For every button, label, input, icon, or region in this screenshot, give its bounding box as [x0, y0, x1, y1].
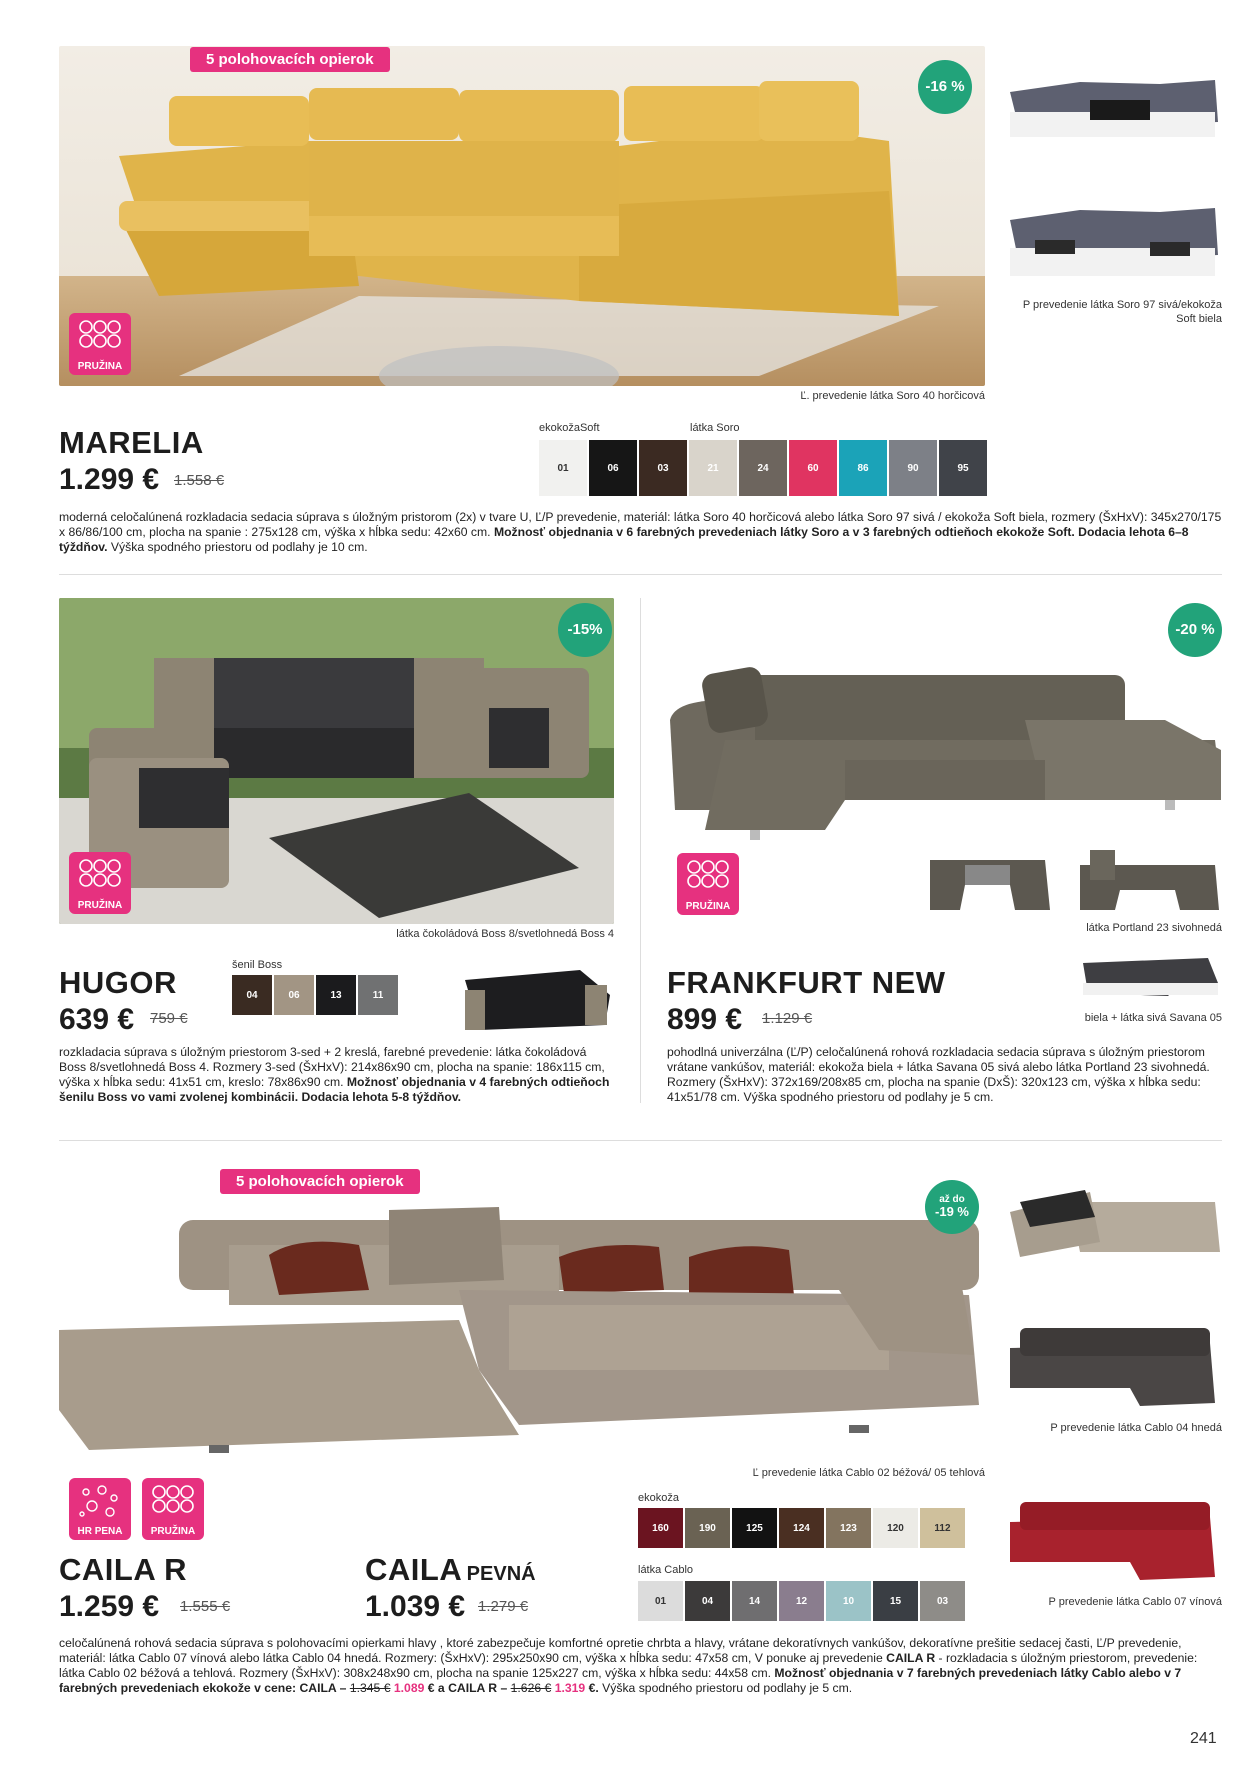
color-swatch-95: 95: [939, 440, 987, 496]
frankfurt-pruzina-label: PRUŽINA: [685, 901, 731, 912]
frankfurt-caption-1: látka Portland 23 sivohnedá: [1086, 922, 1222, 934]
marelia-pruzina-icon: [69, 313, 131, 375]
hugor-description: [59, 1045, 614, 1105]
caila-desc-text: celočalúnená rohová sedacia súprava s polohovacími opierkami hlavy , ktoré zabezpečuje komfortné opretie chrbta a hlavy, vrátane dekoratívnych vankúšov, dekoratívne prešitie sedacej časti, Ľ/P prevedenie, materiál: látka Cablo 07 vínová alebo látka Cablo 04 hnedá. Rozmery: (ŠxHxV): 295x250x90 cm, výška x hĺbka sedu: 47x58 cm, V ponuke aj prevedenie: [59, 1636, 1182, 1665]
marelia-pruzina-label: PRUŽINA: [77, 361, 123, 372]
frankfurt-caption-2: biela + látka sivá Savana 05: [1084, 1012, 1222, 1024]
marelia-name: MARELIA: [59, 425, 204, 460]
caila-main-photo: [59, 1185, 989, 1470]
color-swatch-125: 125: [732, 1508, 777, 1548]
marelia-caption-right: P prevedenie látka Soro 97 sivá/ekokoža Soft biela: [1022, 299, 1222, 325]
color-swatch-04: 04: [232, 975, 272, 1015]
caila-pruzina-icon: [142, 1478, 204, 1540]
color-swatch-01: 01: [638, 1581, 683, 1621]
caila-caption-right-2: P prevedenie látka Cablo 07 vínová: [1048, 1596, 1222, 1608]
hugor-discount-badge: -15%: [558, 603, 612, 657]
color-swatch-12: 12: [779, 1581, 824, 1621]
frankfurt-description: pohodlná univerzálna (Ľ/P) celočalúnená rohová rozkladacia sedacia súprava s úložným priestorom vrátane vankúšov, materiál: ekokoža biela + látka Savana 05 sivá alebo látka Portland 23 sivohnedá. Rozmery (ŠxHxV): 372x169/208x85 cm, plocha na spanie (DxŠ): 320x123 cm, výška x hĺbka sedu: 41x51/78 cm. Výška spodného priestoru od podlahy je 5 cm.: [667, 1045, 1210, 1104]
color-swatch-90: 90: [889, 440, 937, 496]
color-swatch-13: 13: [316, 975, 356, 1015]
caila-eko-swatch-row: [638, 1508, 965, 1548]
caila-pruzina-label: PRUŽINA: [150, 1526, 196, 1537]
hugor-swatch-label: šenil Boss: [232, 959, 283, 971]
caila-swatch-label-eko: ekokoža: [638, 1492, 679, 1504]
marelia-feature-badge: 5 polohovacích opierok: [190, 47, 390, 72]
color-swatch-11: 11: [358, 975, 398, 1015]
caila-discount-badge: [925, 1180, 979, 1234]
caila-pevna-name: [365, 1552, 536, 1588]
frankfurt-price: 899 €: [667, 1003, 743, 1036]
caila-desc-strike-2: 1.626 €: [510, 1681, 552, 1695]
caila-pevna-name-main: CAILA: [365, 1552, 463, 1587]
frankfurt-discount-badge: -20 %: [1168, 603, 1222, 657]
hugor-swatch-row: [232, 975, 398, 1015]
marelia-price: 1.299 €: [59, 463, 160, 496]
caila-caption-right-1: P prevedenie látka Cablo 04 hnedá: [1050, 1422, 1222, 1434]
color-swatch-03: 03: [920, 1581, 965, 1621]
caila-thumb-2: [1000, 1318, 1222, 1413]
hugor-sofabed-photo: [460, 950, 615, 1040]
marelia-main-photo: [59, 46, 985, 386]
caila-r-name: CAILA R: [59, 1552, 188, 1587]
color-swatch-06: 06: [589, 440, 637, 496]
hugor-desc-bold: Možnosť objednania v 4 farebných odtieňoch šenilu Boss vo vami zvolenej kombinácii. Dodacia lehota 5-8 týždňov.: [59, 1075, 610, 1104]
hugor-old-price: 759 €: [150, 1010, 188, 1027]
marelia-swatch-row: [539, 440, 987, 496]
divider-2: [59, 1140, 1222, 1141]
hugor-price: 639 €: [59, 1003, 135, 1036]
marelia-old-price: 1.558 €: [174, 472, 225, 489]
color-swatch-123: 123: [826, 1508, 871, 1548]
caila-caption-left: Ľ prevedenie látka Cablo 02 béžová/ 05 tehlová: [752, 1467, 985, 1479]
caila-desc-bold-2: € a CAILA R –: [427, 1681, 508, 1695]
frankfurt-main-photo: [665, 660, 1222, 860]
frankfurt-old-price: 1.129 €: [762, 1010, 813, 1027]
divider-vertical: [640, 598, 641, 1103]
divider-1: [59, 574, 1222, 575]
caila-swatch-label-cablo: látka Cablo: [638, 1564, 694, 1576]
color-swatch-15: 15: [873, 1581, 918, 1621]
hugor-caption: látka čokoládová Boss 8/svetlohnedá Boss 4: [396, 928, 614, 940]
color-swatch-86: 86: [839, 440, 887, 496]
color-swatch-04: 04: [685, 1581, 730, 1621]
hugor-desc-text: rozkladacia súprava s úložným priestorom 3-sed + 2 kreslá, farebné prevedenie: látka čokoládová Boss 8/svetlohnedá Boss 4. Rozmery 3-sed (ŠxHxV): 214x86x90 cm, plocha na spanie: 186x115 cm, výška x hĺbka sedu: 41x51 cm, kreslo: 78x86x90 cm.: [59, 1045, 605, 1089]
marelia-swatch-label-eko: ekokožaSoft: [539, 422, 600, 434]
marelia-caption-left: Ľ. prevedenie látka Soro 40 horčicová: [800, 390, 985, 402]
caila-desc-bold: Možnosť objednania v 7 farebných prevedeniach látky Cablo alebo v 7 farebných prevedeniach ekokože v cene: CAILA –: [59, 1666, 1182, 1695]
caila-cablo-swatch-row: [638, 1581, 965, 1621]
hugor-pruzina-label: PRUŽINA: [77, 900, 123, 911]
caila-pevna-name-suffix: PEVNÁ: [466, 1563, 536, 1585]
caila-desc-price-2: 1.319: [554, 1681, 586, 1695]
caila-desc-text-2: - rozkladacia s úložným priestorom, prevedenie: látka Cablo 02 béžová a tehlová. Rozmery (ŠxHxV): 308x248x90 cm, plocha na spanie 125x227 cm, výška x hĺbka sedu: 44x58 cm.: [59, 1651, 1198, 1680]
caila-desc-bold-3: €.: [588, 1681, 599, 1695]
page-number: 241: [1190, 1730, 1217, 1747]
frankfurt-thumb-2: [1075, 840, 1222, 915]
caila-description: [59, 1636, 1222, 1696]
caila-thumb-1: [1000, 1172, 1222, 1262]
marelia-discount-badge: -16 %: [918, 60, 972, 114]
marelia-description: [59, 510, 1222, 555]
color-swatch-03: 03: [639, 440, 687, 496]
hugor-main-photo: [59, 598, 614, 924]
caila-hrpena-icon: [69, 1478, 131, 1540]
marelia-desc-bold: Možnosť objednania v 6 farebných prevedeniach látky Soro a v 3 farebných odtieňoch ekokože Soft. Dodacia lehota 6–8 týždňov.: [59, 525, 1189, 554]
caila-r-price: 1.259 €: [59, 1590, 160, 1623]
hugor-pruzina-icon: [69, 852, 131, 914]
marelia-thumb-1: [1000, 52, 1222, 147]
caila-thumb-3: [1000, 1492, 1222, 1587]
caila-discount-line1: až do: [939, 1194, 965, 1206]
color-swatch-160: 160: [638, 1508, 683, 1548]
color-swatch-01: 01: [539, 440, 587, 496]
frankfurt-thumb-1: [925, 840, 1055, 915]
caila-pevna-price: 1.039 €: [365, 1590, 466, 1623]
marelia-desc-text: moderná celočalúnená rozkladacia sedacia súprava s úložným pristorom (2x) v tvare U, Ľ/P prevedenie, materiál: látka Soro 40 horčicová alebo látka Soro 97 sivá / ekokoža Soft biela, rozmery (ŠxHxV): 345x270/175 x 86/86/100 cm, plocha na spanie : 275x128 cm, výška x hĺbka sedu: 42x60 cm.: [59, 510, 1222, 539]
color-swatch-60: 60: [789, 440, 837, 496]
caila-discount-line2: -19 %: [935, 1204, 969, 1220]
frankfurt-pruzina-icon: [677, 853, 739, 915]
color-swatch-112: 112: [920, 1508, 965, 1548]
color-swatch-06: 06: [274, 975, 314, 1015]
hugor-name: HUGOR: [59, 965, 177, 1000]
color-swatch-10: 10: [826, 1581, 871, 1621]
caila-desc-strike-1: 1.345 €: [349, 1681, 391, 1695]
caila-desc-text-3: Výška spodného priestoru od podlahy je 5 cm.: [602, 1681, 853, 1695]
color-swatch-120: 120: [873, 1508, 918, 1548]
marelia-swatch-label-soro: látka Soro: [690, 422, 740, 434]
color-swatch-124: 124: [779, 1508, 824, 1548]
frankfurt-thumb-3: [1078, 948, 1222, 998]
caila-hrpena-label: HR PENA: [77, 1526, 123, 1537]
frankfurt-name: FRANKFURT NEW: [667, 965, 946, 1000]
caila-feature-badge: 5 polohovacích opierok: [220, 1169, 420, 1194]
marelia-thumb-2: [1000, 200, 1222, 290]
marelia-desc-text-2: Výška spodného priestoru od podlahy je 10 cm.: [110, 540, 368, 554]
color-swatch-21: 21: [689, 440, 737, 496]
color-swatch-24: 24: [739, 440, 787, 496]
color-swatch-190: 190: [685, 1508, 730, 1548]
caila-r-old-price: 1.555 €: [180, 1598, 231, 1615]
caila-pevna-old-price: 1.279 €: [478, 1598, 529, 1615]
caila-desc-price-1: 1.089: [393, 1681, 425, 1695]
color-swatch-14: 14: [732, 1581, 777, 1621]
caila-desc-bold-name: CAILA R: [886, 1651, 936, 1665]
